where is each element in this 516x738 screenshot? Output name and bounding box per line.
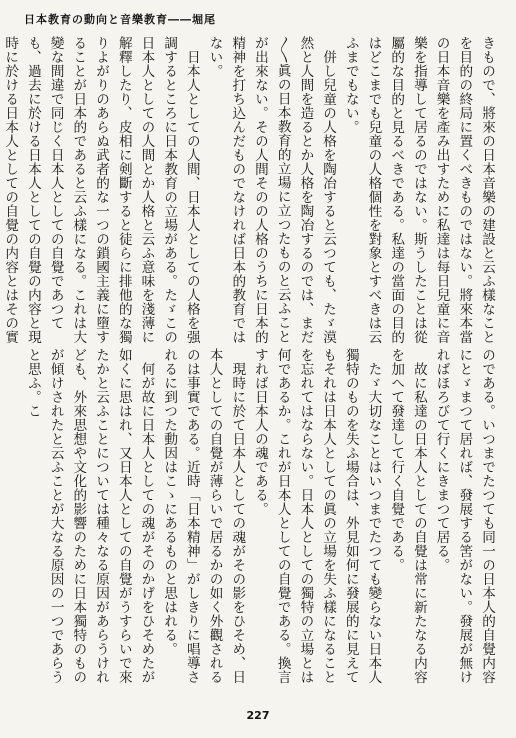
paragraph: たゞ大切なことはいつまでたつても變らない日本人獨特のものを失ふ場合は、外見如何に發展的に見えてもそれは日本人としての眞の立場を失ふ樣になることを忘れてはならない。日本人としての獨特の立場とは何であるか。これが日本人としての自覺である。換言すれば日本人の魂である。 bbox=[251, 348, 382, 684]
paragraph: 日本人としての人間、日本人としての人格を强調するところに日本教育の立場がある。たゞこの日本人としての人間とか人格と云ふ意味を淺薄に解釋したり、皮相に剣斷すると徒らに排他的な獨りよがりのあらぬ武者的な一つの鎖國主義に墮することが日本的であると云ふ樣になる。これは大變な間違で同じく日本人としての自覺であつても、過去に於ける日本人としての自覺の内容と現時に於ける日本人としての自覺の内容とはその實 bbox=[2, 36, 200, 344]
paragraph: のである。いつまでたつても同一の日本人的自覺内容にとゞまつて居れば、發展する筈がない。發展が無ければほろびて行くにきまつて居る。 bbox=[433, 348, 495, 684]
paragraph: 何が故に日本人としての魂がそのかげをひそめたが如くに思はれ、又日本人としての自覺がうすらいで來たかと云ふことについては種々なる原因があらうけれども、外來思想や文化的影響のために日本獨特のものが傾けされたと云ふことが大なる原因の一つであらうと思ふ。こ bbox=[24, 348, 155, 684]
page-number: 227 bbox=[246, 709, 270, 722]
lower-text-block bbox=[20, 348, 498, 686]
running-head: 日本教育の動向と音樂教育――堀尾 bbox=[24, 13, 216, 26]
paragraph: 故に私達の日本人としての自覺は常に新たなる内容を加へて發達して行く自覺である。 bbox=[388, 348, 427, 684]
paragraph: 併し兒童の人格を陶冶すると云つても、たゞ漠然と人間を造るとか人格を陶冶するのでは、まだ〳〵眞の日本教育的立場に立つたものと云ふことが出來ない。その人間そのの人格のうちに日本的精神を打ち込んだものでなければ日本的教育ではない。 bbox=[206, 36, 337, 344]
upper-text-block bbox=[2, 36, 498, 346]
paragraph: 現時に於て日本人としての魂がその影をひそめ、日本人としての自覺が薄らいで居るかの如く外觀されるのは事實である。近時「日本精神」がしきりに唱導されるに到つた動因はこゝにあるものと思はれる。 bbox=[161, 348, 246, 684]
paragraph: きもので、將來の日本音樂の建設と云ふ樣なことを目的の終局に置くべきものではない。將來本當の日本音樂を產み出すために私達は每日兒童に音樂を指導して居るのではない。斯うしたことは從屬的な目的と見るべきである。私達の當面の目的はどこまでも兒童の人格個性を對象とすべきは云ふまでもない。 bbox=[342, 36, 495, 344]
